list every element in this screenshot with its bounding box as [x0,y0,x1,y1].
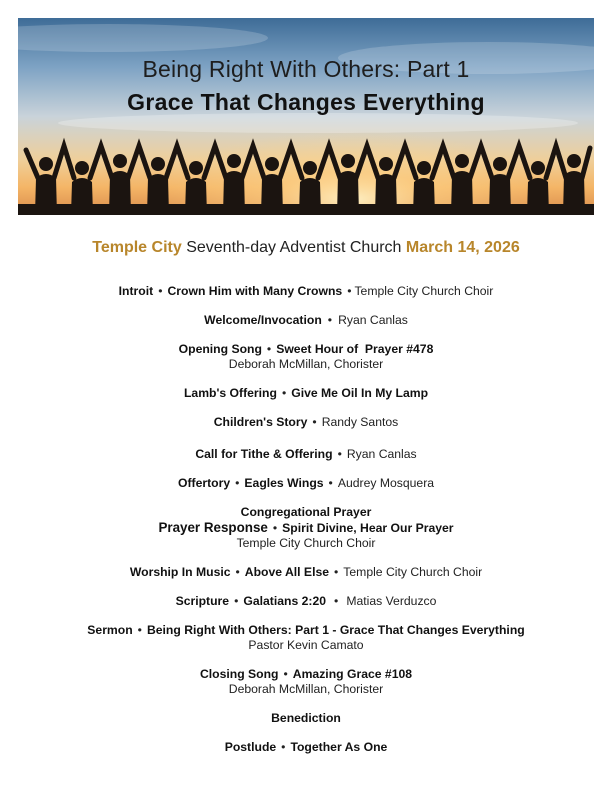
item-label: Scripture [175,594,230,608]
item-label: Opening Song [178,342,262,356]
item-label: Benediction [271,711,341,725]
program-item-offertory: Offertory • Eagles Wings • Audrey Mosquera [177,476,435,490]
program-item-childrens-story: Children's Story • Randy Santos [213,415,399,429]
program-item-worship-music: Worship In Music • Above All Else • Temple City Church Choir [129,565,483,579]
item-title: Above All Else [244,565,330,579]
program-item-introit: Introit • Crown Him with Many Crowns • Temple City Church Choir [118,284,494,298]
item-title: Sweet Hour of Prayer #478 [276,342,434,356]
item-person: Randy Santos [321,415,399,429]
item-person: Deborah McMillan, Chorister [228,682,384,696]
item-label: Postlude [224,740,277,754]
item-person: Temple City Church Choir [343,565,483,579]
item-title: Being Right With Others: Part 1 - Grace That Changes Everything [146,623,525,637]
header-banner [18,18,594,215]
item-title: Eagles Wings [244,476,324,490]
program-item-prayer: Congregational Prayer Prayer Response • Spirit Divine, Hear Our Prayer Temple City Church Choir [0,505,612,551]
item-title: Give Me Oil In My Lamp [291,386,429,400]
program-item-closing-song: Closing Song • Amazing Grace #108 Deborah McMillan, Chorister [0,667,612,697]
program-item-sermon: Sermon • Being Right With Others: Part 1 - Grace That Changes Everything Pastor Kevin Camato [0,623,612,653]
item-title: Galatians 2:20 [243,594,327,608]
item-label: Congregational Prayer [240,505,372,519]
program-item-tithe: Call for Tithe & Offering • Ryan Canlas [195,447,417,461]
program-item-scripture: Scripture • Galatians 2:20 • Matias Verduzco [175,594,437,608]
item-person: Temple City Church Choir [354,284,494,298]
sunset-silhouette-image [18,18,594,215]
church-name: Seventh-day Adventist Church [186,239,402,256]
program-item-benediction [0,711,612,726]
item-label: Offertory [177,476,231,490]
item-label: Worship In Music [129,565,231,579]
item-label: Introit [118,284,154,298]
item-label: Welcome/Invocation [204,313,322,327]
item-label: Lamb's Offering [183,386,277,400]
church-line [0,239,612,257]
order-of-service [0,282,612,755]
program-item-welcome: Welcome/Invocation • Ryan Canlas [204,313,408,327]
item-person: Ryan Canlas [338,313,408,327]
item-person: Temple City Church Choir [236,536,376,550]
item-label: Call for Tithe & Offering [195,447,333,461]
program-item-postlude: Postlude • Together As One [224,740,388,754]
item-person: Ryan Canlas [346,447,417,461]
service-date: March 14, 2026 [405,239,520,256]
banner-title-line2: Grace That Changes Everything [127,89,485,115]
item-title: Together As One [290,740,388,754]
item-title: Spirit Divine, Hear Our Prayer [282,521,454,535]
banner-title-line1: Being Right With Others: Part 1 [142,56,470,82]
item-title: Crown Him with Many Crowns [167,284,343,298]
church-city: Temple City [92,239,182,256]
item-person: Audrey Mosquera [337,476,435,490]
item-label: Closing Song [199,667,279,681]
item-person: Deborah McMillan, Chorister [228,357,384,371]
program-item-opening-song: Opening Song • Sweet Hour of Prayer #478 Deborah McMillan, Chorister [0,342,612,372]
item-person: Pastor Kevin Camato [248,638,364,652]
item-title: Amazing Grace #108 [292,667,413,681]
item-label: Children's Story [213,415,308,429]
prayer-response-label: Prayer Response [158,520,268,535]
item-person: Matias Verduzco [346,594,437,608]
item-label: Sermon [87,623,133,637]
program-item-lambs-offering: Lamb's Offering • Give Me Oil In My Lamp [183,386,429,400]
